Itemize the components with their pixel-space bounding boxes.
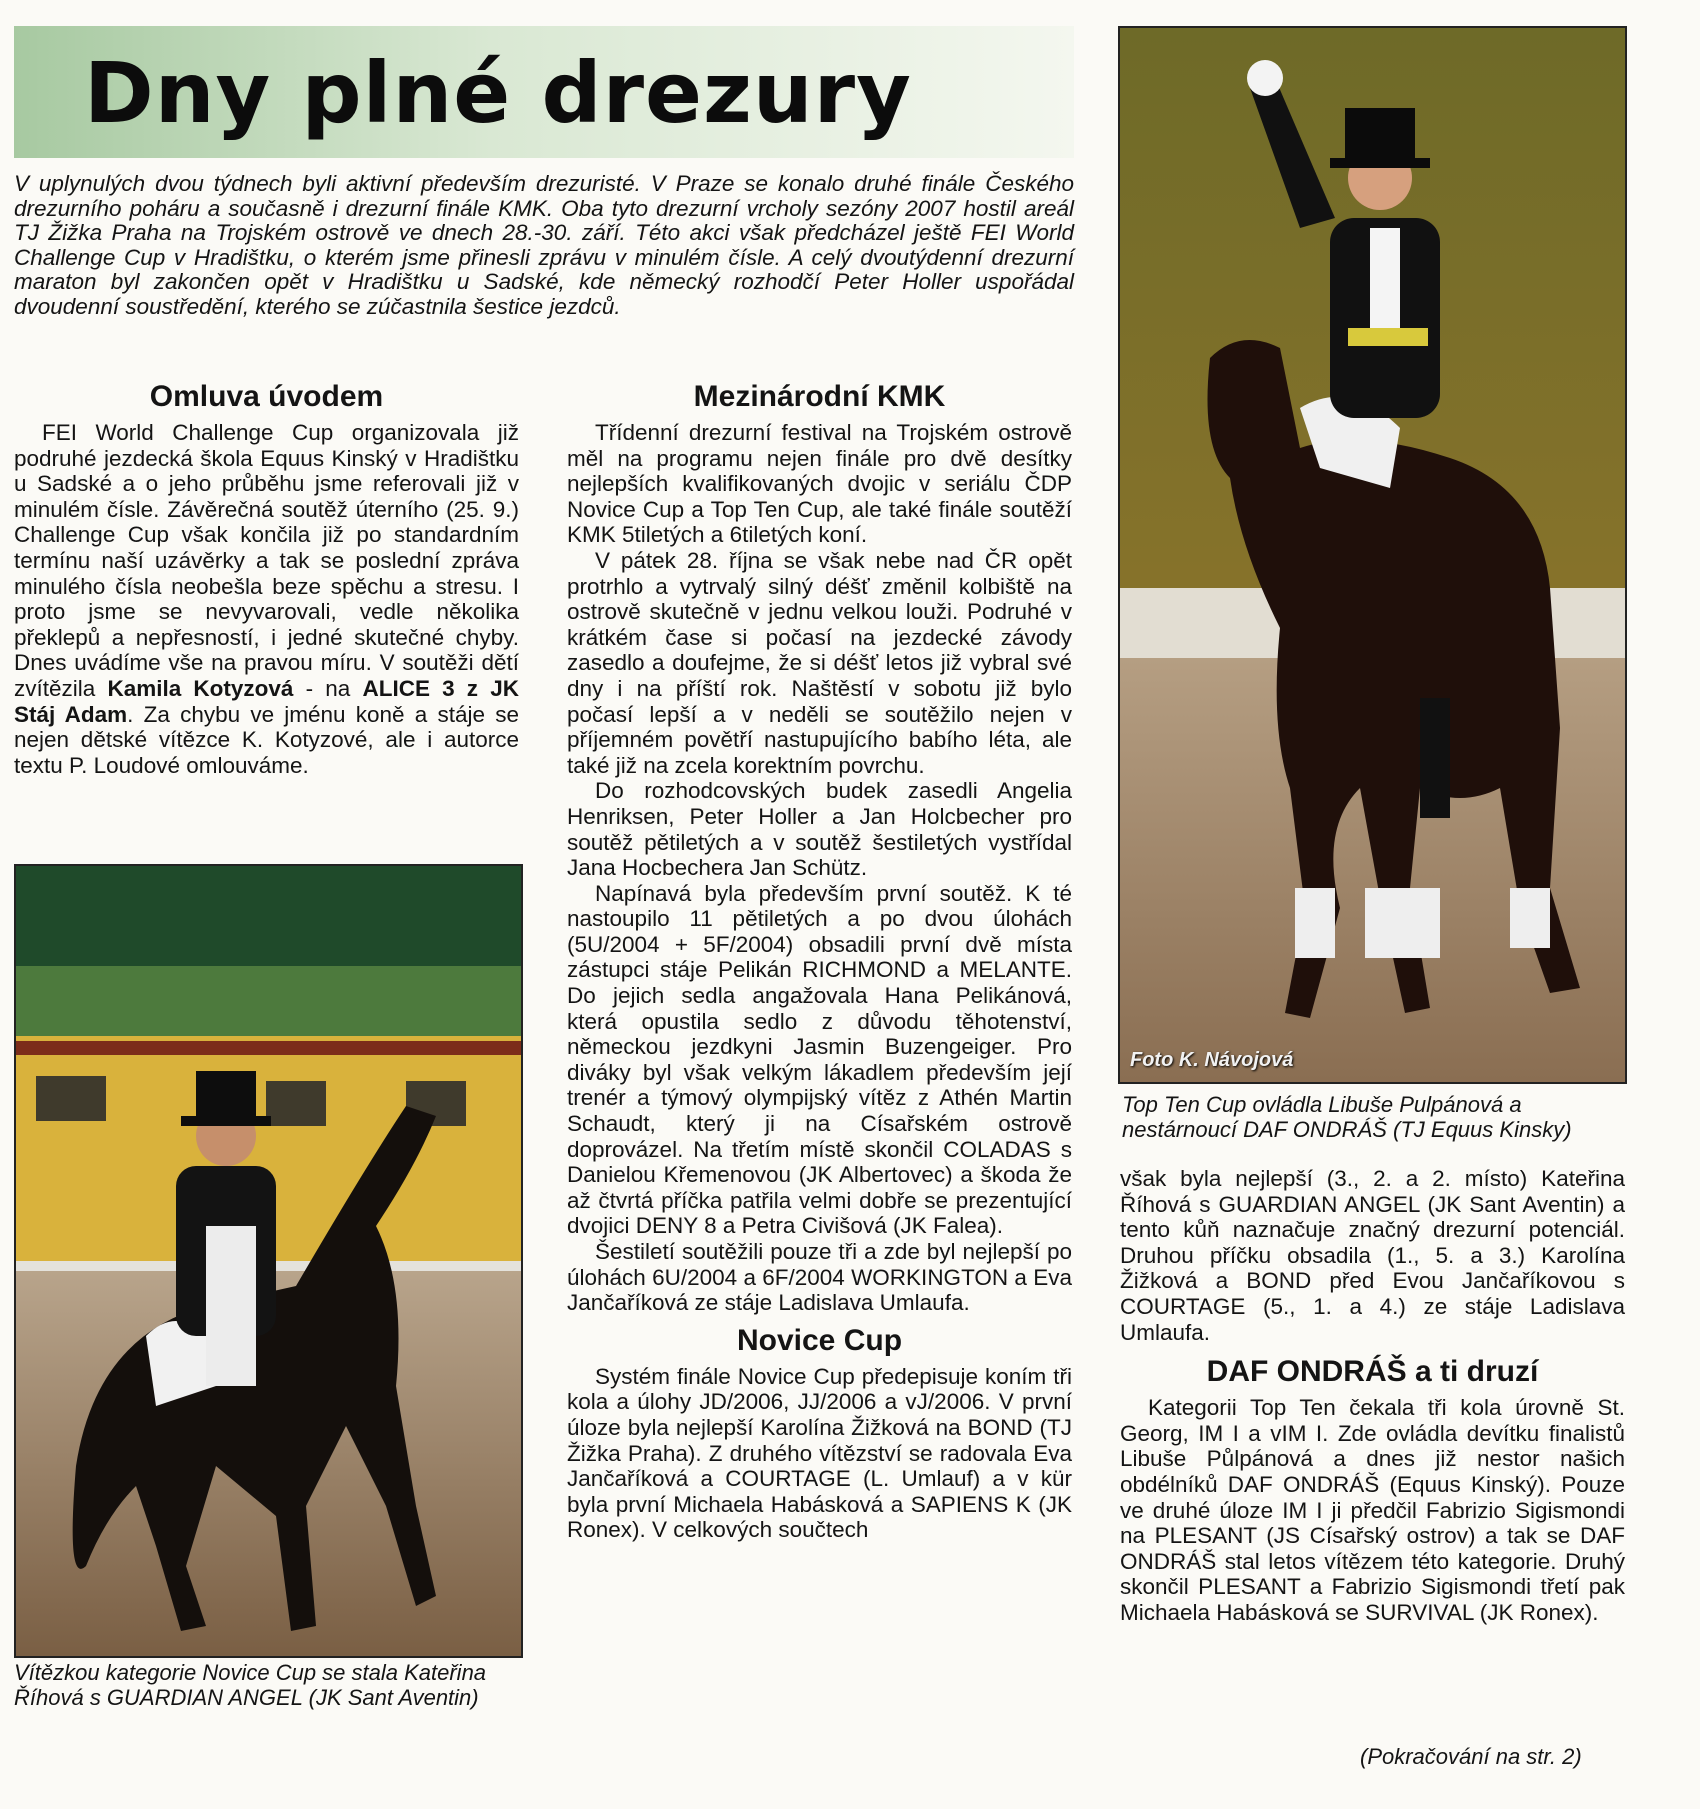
- section-paragraph: Šestiletí soutěžili pouze tři a zde byl nejlepší po úlohách 6U/2004 a 6F/2004 WORKINGTON a Eva Jančaříková ze stáje Ladislava Umlaufa.: [567, 1239, 1072, 1316]
- section-heading: Mezinárodní KMK: [693, 380, 946, 413]
- photo-top-ten-winner: [1118, 26, 1627, 1084]
- caption-right-photo: Top Ten Cup ovládla Libuše Pulpánová a nestárnoucí DAF ONDRÁŠ (TJ Equus Kinsky): [1122, 1092, 1572, 1142]
- section-heading: Novice Cup: [736, 1323, 903, 1357]
- photo-novice-cup-winner: [14, 864, 523, 1658]
- dressage-rider-photo: [16, 866, 521, 1656]
- section-paragraph: Kategorii Top Ten čekala tři kola úrovně St. Georg, IM I a vIM I. Zde ovládla devítku finalistů Libuše Půlpánová a dnes již nestor našich obdélníků DAF ONDRÁŠ (Equus Kinský). Pouze ve druhé úloze IM I ji předčil Fabrizio Sigismondi na PLESANT (JS Císařský ostrov) a tak se DAF ONDRÁŠ stal letos vítězem této kategorie. Druhý skončil PLESANT a Fabrizio Sigismondi třetí pak Michaela Habásková se SURVIVAL (JK Ronex).: [1120, 1395, 1625, 1625]
- section-heading: Omluva úvodem: [149, 380, 384, 413]
- column-right-text: [1120, 1166, 1625, 1626]
- section-paragraph: Napínavá byla především první soutěž. K té nastoupilo 11 pětiletých a po dvou úlohách (5U/2004 + 5F/2004) obsadili první dvě místa zástupci stáje Pelikán RICHMOND a MELANTE. Do jejich sedla angažovala Hana Pelikánová, která opustila sedlo z důvodu těhotenství, německou jezdkyni Jasmin Buzengeiger. Pro diváky byl však velkým lákadlem především její trenér a týmový olympijský vítěz z Athén Martin Schaudt, který ji na Císařském ostrově doprovázel. Na třetím místě skončil COLADAS s Danielou Křemenovou (JK Albertovec) a škoda že až čtvrtá příčka patřila velmi dobře se prezentující dvojici DENY 8 a Petra Civišová (JK Falea).: [567, 880, 1072, 1239]
- column-omluva: [14, 380, 519, 778]
- page-title: Dny plné drezury: [84, 44, 912, 142]
- section-paragraph: Systém finále Novice Cup předepisuje koním tři kola a úlohy JD/2006, JJ/2006 a vJ/2006. V první úloze byla nejlepší Karolína Žižková na BOND (TJ Žižka Praha). Z druhého vítězství se radovala Eva Jančaříková a COURTAGE (L. Umlauf) a v kür byla první Michaela Habásková a SAPIENS K (JK Ronex). V celkových součtech: [567, 1363, 1072, 1543]
- section-paragraph: V pátek 28. října se však nebe nad ČR opět protrhlo a vytrvalý silný déšť změnil kolbiště na ostrově skutečně v jednu velkou louži. Podruhé v krátkém čase si počasí na jezdecké závody zasedlo a doufejme, že si déšť letos již vybral své dny i na příští rok. Naštěstí v sobotu již bylo počasí lepší a v neděli se soutěžilo nejen v příjemném povětří nastupujícího babího léta, ale také již na zcela korektním povrchu.: [567, 547, 1072, 778]
- section-paragraph: však byla nejlepší (3., 2. a 2. místo) Kateřina Říhová s GUARDIAN ANGEL (JK Sant Aventin) a tento kůň naznačuje značný drezurní potenciál. Druhou příčku obsadila (1., 5. a 3.) Karolína Žižková a BOND před Evou Jančaříkovou s COURTAGE (5., 1. a 4.) ze stáje Ladislava Umlaufa.: [1120, 1166, 1625, 1345]
- section-paragraph: Třídenní drezurní festival na Trojském ostrově měl na programu nejen finále pro dvě desítky nejlepších kvalifikovaných dvojic v seriálu ČDP Novice Cup a Top Ten Cup, ale také finále soutěží KMK 5tiletých a 6tiletých koní.: [567, 420, 1072, 548]
- section-paragraph: Do rozhodcovských budek zasedli Angelia Henriksen, Peter Holler a Jan Holcbecher pro soutěž pětiletých a v soutěž šestiletých vystřídal Jana Hocbechera Jan Schütz.: [567, 778, 1072, 881]
- section-paragraph: FEI World Challenge Cup organizovala již podruhé jezdecká škola Equus Kinský v Hradištku u Sadské a o jeho průběhu jsme referovali již v minulém čísle. Závěrečná soutěž úterního (25. 9.) Challenge Cup však končila již po standardním termínu naší uzávěrky a tak se poslední zpráva minulého čísla neobešla beze spěchu a stresu. I proto jsme se nevyvarovali, vedle několika překlepů a nepřesností, i jedné skutečné chyby. Dnes uvádíme vše na pravou míru. V soutěži dětí zvítězila Kamila Kotyzová - na ALICE 3 z JK Stáj Adam. Za chybu ve jménu koně a stáje se nejen dětské vítězce K. Kotyzové, ale i autorce textu P. Loudové omlouváme.: [14, 420, 519, 778]
- column-mezinarodni-kmk: [567, 380, 1072, 1543]
- dressage-rider-saluting-photo: [1120, 28, 1625, 1082]
- lead-paragraph: V uplynulých dvou týdnech byli aktivní především drezuristé. V Praze se konalo druhé finále Českého drezurního poháru a současně i drezurní finále KMK. Oba tyto drezurní vrcholy sezóny 2007 hostil areál TJ Žižka Praha na Trojském ostrově ve dnech 28.-30. září. Této akci však předcházel ještě FEI World Challenge Cup v Hradištku, o kterém jsme přinesli zprávu v minulém čísle. A celý dvoutýdenní drezurní maraton byl zakončen opět v Hradištku u Sadské, kde německý rozhodčí Peter Holler uspořádal dvoudenní soustředění, kterého se zúčastnila šestice jezdců.: [14, 171, 1074, 319]
- continued-note: (Pokračování na str. 2): [1360, 1744, 1582, 1769]
- headline-band: [14, 26, 1074, 158]
- photo-credit: Foto K. Návojová: [1130, 1049, 1294, 1071]
- section-heading: DAF ONDRÁŠ a ti druzí: [1206, 1355, 1539, 1389]
- caption-left-photo: Vítězkou kategorie Novice Cup se stala Kateřina Říhová s GUARDIAN ANGEL (JK Sant Aventin): [14, 1660, 487, 1710]
